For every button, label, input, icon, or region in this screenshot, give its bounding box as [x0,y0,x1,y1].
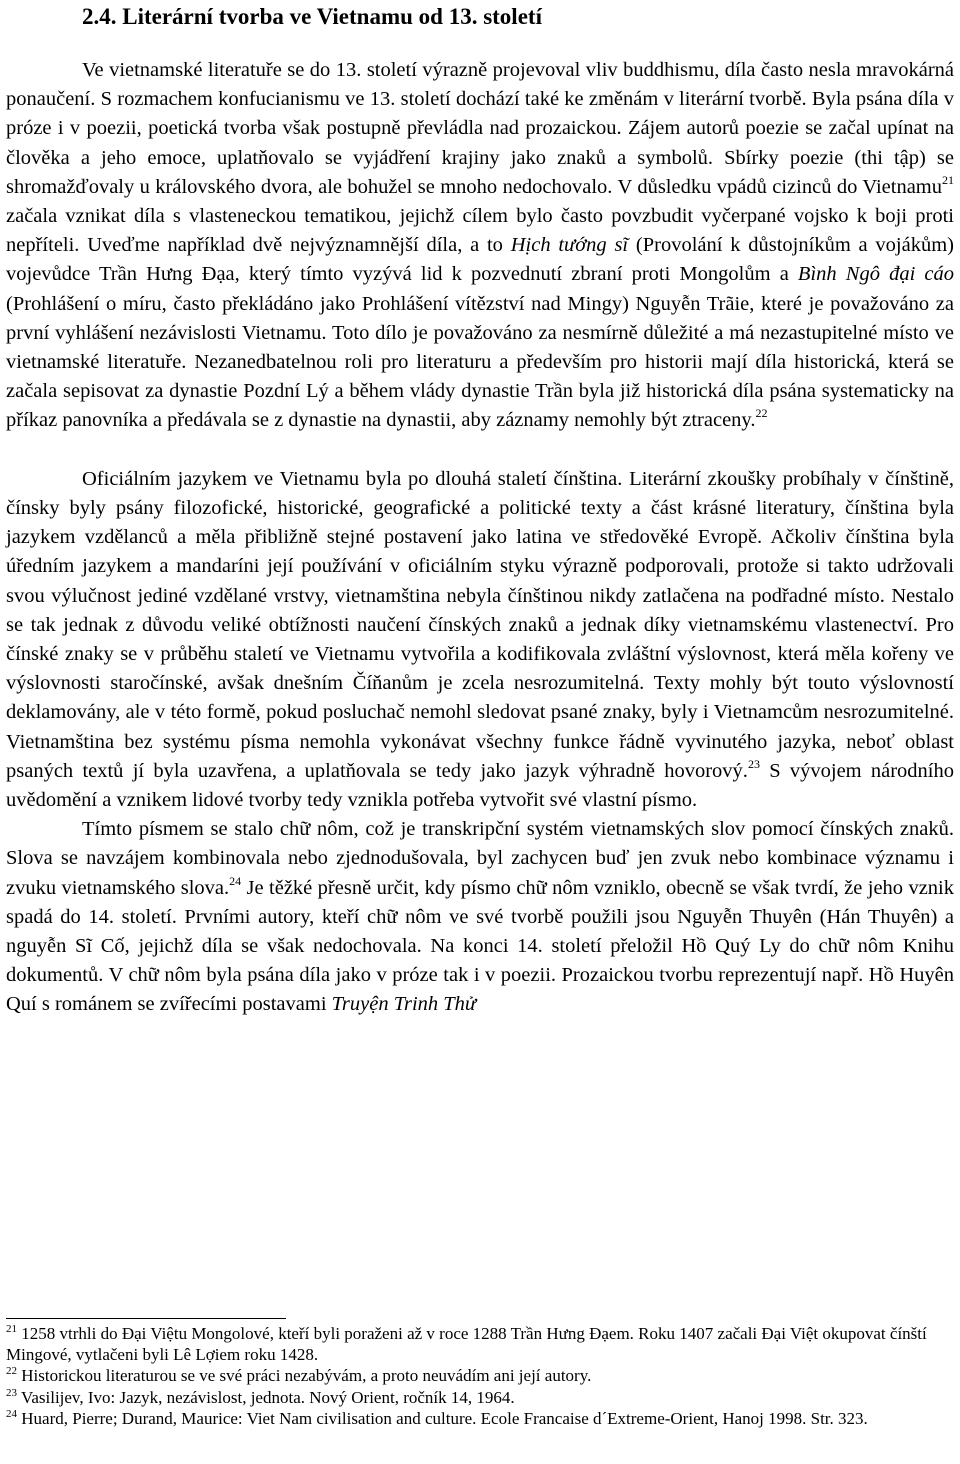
footnotes [6,1323,954,1429]
footnote-24 [6,1408,954,1429]
paragraph-3-text-b: Je těžké přesně určit, kdy písmo chữ nôm vzniklo, obecně se však tvrdí, že jeho vznik spadá do 14. století. Prvními autory, kteří chữ nôm ve své tvorbě použili jsou Nguyễn Thuyên (Hán Thuyên) a nguyễn Sĩ Cố, jejichž díla se však nedochovala. Na konci 14. století přeložil Hồ Quý Ly do chữ nôm Knihu dokumentů. V chữ nôm byla psána díla jako v próze tak i v poezii. Prozaickou tvorbu reprezentují např. Hồ Huyên Quí s románem se zvířecími postavami [6,876,954,1016]
paragraph-3 [6,815,954,1019]
footnote-separator [6,1318,286,1319]
paragraph-2 [6,465,954,815]
footnote-number: 22 [6,1365,17,1378]
paragraph-2-text-a: Oficiálním jazykem ve Vietnamu byla po dlouhá staletí čínština. Literární zkoušky probíhaly v čínštině, čínsky byly psány filozofické, historické, geografické a politické texty a část krásné literatury, čínština byla jazykem vzdělanců a měla přibližně stejné postavení jako latina ve středověké Evropě. Ačkoliv čínština byla úředním jazykem a mandaríni její používání v oficiálním styku výrazně podporovali, protože si takto udržovali svou výlučnost jediné vzdělané vrstvy, vietnamština nebyla čínštinou nikdy zatlačena na podřadné místo. Nestalo se tak jednak z důvodu veliké obtížnosti naučení čínských znaků a jednak díky vietnamskému vlastenectví. Pro čínské znaky se v průběhu staletí ve Vietnamu vytvořila a kodifikovala zvláštní výslovnost, která měla kořeny ve výslovnosti staročínské, avšak dnešním Číňanům je zcela nesrozumitelná. Texty mohly být touto výslovností deklamovány, ale v této formě, pokud posluchač nemohl sledovat psané znaky, byly i Vietnamcům nesrozumitelné. Vietnamština bez systému písma nemohla vykonávat všechny funkce řádně vyvinutého jazyka, neboť oblast psaných textů jí byla uzavřena, a uplatňovala se tedy jako jazyk výhradně hovorový. [6,467,954,782]
footnote-23 [6,1387,954,1408]
footnote-number: 24 [6,1407,17,1420]
paragraph-3-text-a: Tímto písmem se stalo chữ nôm, což je transkripční systém vietnamských slov pomocí čínských znaků. Slova se navzájem kombinovala nebo zjednodušovala, byl zachycen buď jen zvuk nebo kombinace významu i zvuku vietnamského slova. [6,818,954,899]
footnote-number: 23 [6,1386,17,1399]
work-title-hich-tuong-si: Hịch tướng sĩ [510,234,629,257]
footnote-text: Vasilijev, Ivo: Jazyk, nezávislost, jednota. Nový Orient, ročník 14, 1964. [17,1387,515,1407]
footnote-text: 1258 vtrhli do Đại Việtu Mongolové, kteří byli poraženi až v roce 1288 Trần Hưng Đạem. Roku 1407 začali Đại Việt okupovat čínští Mingové, vytlačeni byli Lê Lợiem roku 1428. [6,1324,927,1365]
body-text [6,56,954,1020]
paragraph-1-text-b: začala vznikat díla s vlasteneckou tematikou, jejichž cílem bylo často povzbudit vyčerpané vojsko k boji proti nepříteli. Uveďme například dvě nejvýznamnější díla, a to [6,205,954,257]
work-title-truyen-trinh-thu: Truyện Trinh Thử [331,993,477,1016]
footnote-22 [6,1365,954,1386]
footnote-text: Historickou literaturou se ve své práci nezabývám, a proto neuvádím ani její autory. [17,1366,592,1386]
footnote-number: 21 [6,1323,17,1335]
footnote-ref-22: 22 [755,406,768,421]
footnote-21 [6,1323,954,1365]
footnote-text: Huard, Pierre; Durand, Maurice: Viet Nam civilisation and culture. Ecole Francaise d´Extreme-Orient, Hanoj 1998. Str. 323. [17,1408,868,1428]
paragraph-1-text-c: (Provolání k důstojníkům a vojákům) vojevůdce Trần Hưng Đạa, který tímto vyzývá lid k pozvednutí zbraní proti Mongolům a [6,234,954,286]
paragraph-1-text-d: (Prohlášení o míru, často překládáno jako Prohlášení vítězství nad Mingy) Nguyễn Trãie, které je považováno za první vyhlášení nezávislosti Vietnamu. Toto dílo je považováno za nesmírně důležité a má nezastupitelné místo ve vietnamské literatuře. Nezanedbatelnou roli pro literaturu a především pro historii mají díla historická, která se začala sepisovat za dynastie Pozdní Lý a během vlády dynastie Trần byla již historická díla psána systematicky na příkaz panovníka a předávala se z dynastie na dynastii, aby záznamy nemohly být ztraceny. [6,292,954,432]
work-title-binh-ngo-dai-cao: Bình Ngô đại cáo [797,263,954,286]
section-heading: 2.4. Literární tvorba ve Vietnamu od 13. století [82,4,542,29]
footnote-ref-24: 24 [229,873,242,888]
footnote-ref-21: 21 [942,172,954,187]
footnote-ref-23: 23 [747,756,760,771]
paragraph-1-text-a: Ve vietnamské literatuře se do 13. století výrazně projevoval vliv buddhismu, díla často nesla mravokárná ponaučení. S rozmachem konfucianismu ve 13. století dochází také ke změnám v literární tvorbě. Byla psána díla v próze i v poezii, poetická tvorba však postupně převládla nad prozaickou. Zájem autorů poezie se začal upínat na člověka a jeho emoce, uplatňovalo se vyjádření krajiny jako znaků a symbolů. Sbírky poezie (thi tập) se shromažďovaly u královského dvora, ale bohužel se mnoho nedochovalo. V důsledku vpádů cizinců do Vietnamu [6,59,954,198]
paragraph-1 [6,56,954,436]
paragraph-2-text-b: S vývojem národního uvědomění a vznikem lidové tvorby tedy vznikla potřeba vytvořit své vlastní písmo. [6,759,955,812]
